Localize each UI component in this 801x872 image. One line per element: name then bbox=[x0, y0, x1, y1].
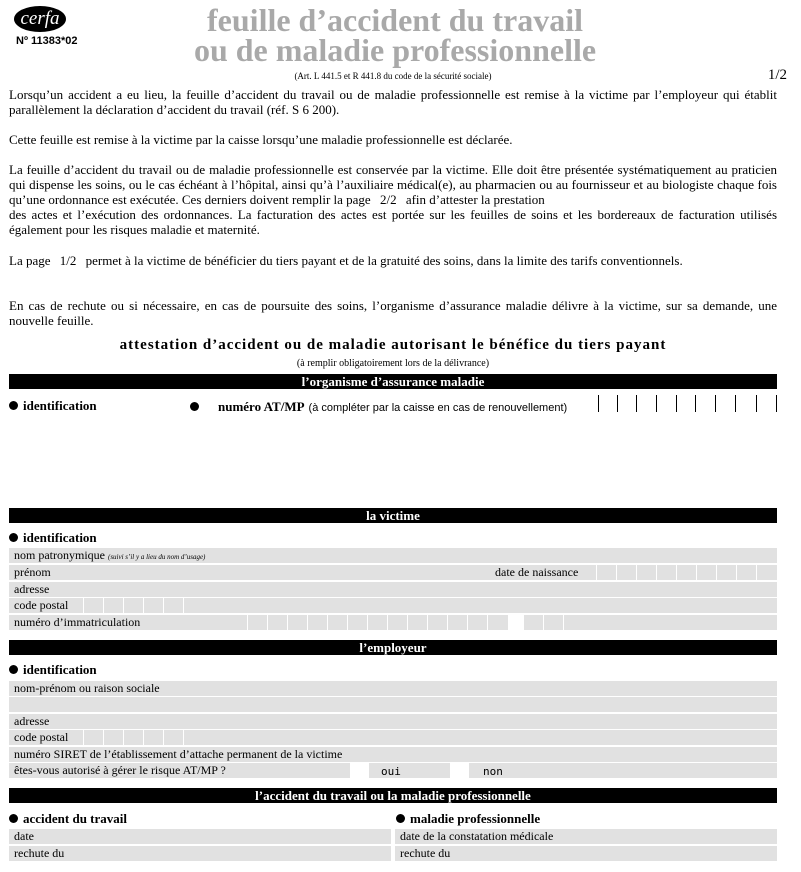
victime-code-postal-field[interactable] bbox=[9, 598, 777, 613]
oui-label: oui bbox=[381, 765, 401, 778]
maladie-pro-label: maladie professionnelle bbox=[410, 811, 541, 826]
bullet-icon bbox=[396, 814, 405, 823]
date-naissance-boxes[interactable] bbox=[596, 565, 776, 580]
immatriculation-separator bbox=[508, 615, 523, 630]
non-label: non bbox=[483, 765, 503, 778]
nom-patronymique-label: nom patronymique bbox=[14, 548, 105, 562]
constatation-date-field[interactable] bbox=[395, 829, 777, 844]
victime-section-bar: la victime bbox=[9, 508, 777, 523]
victime-identification-label: identification bbox=[23, 530, 97, 545]
attestation-title: attestation d’accident ou de maladie autorisant le bénéfice du tiers payant bbox=[119, 337, 667, 353]
victime-code-postal-label: code postal bbox=[14, 598, 69, 612]
oui-checkbox[interactable] bbox=[350, 763, 369, 778]
risque-atmp-field bbox=[9, 763, 777, 778]
accident-date-field[interactable] bbox=[9, 829, 391, 844]
date-naissance-label: date de naissance bbox=[495, 565, 579, 579]
victime-adresse-label: adresse bbox=[14, 582, 50, 596]
nom-usage-note: (suivi s’il y a lieu du nom d’usage) bbox=[107, 553, 206, 561]
siret-label: numéro SIRET de l’établissement d’attache permanent de la victime bbox=[14, 747, 343, 761]
page-number: 1/2 bbox=[767, 67, 787, 83]
constatation-date-label: date de la constatation médicale bbox=[400, 829, 554, 843]
employeur-code-postal-field[interactable] bbox=[9, 730, 777, 745]
raison-sociale-line-2[interactable] bbox=[9, 697, 777, 712]
nom-patronymique-field[interactable] bbox=[9, 548, 777, 563]
title-line-2: ou de maladie professionnelle bbox=[193, 32, 597, 68]
numero-atmp bbox=[190, 398, 567, 416]
p4-text-b: permet à la victime de bénéficier du tiers payant et de la gratuité des soins, dans la limite des tarifs conventionnels. bbox=[85, 253, 683, 268]
accident-date-label: date bbox=[14, 829, 34, 843]
intro-paragraph-5: En cas de rechute ou si nécessaire, en cas de poursuite des soins, l’organisme d’assurance maladie délivre à la victime, sur sa demande, une nouvelle feuille. bbox=[9, 298, 777, 328]
employeur-code-postal-boxes[interactable] bbox=[83, 730, 203, 745]
bullet-icon bbox=[190, 402, 199, 411]
risque-atmp-label: êtes-vous autorisé à gérer le risque AT/MP ? bbox=[14, 763, 226, 777]
bullet-icon bbox=[9, 533, 18, 542]
organisme-identification-label: identification bbox=[23, 398, 97, 413]
prenom-field[interactable] bbox=[9, 565, 777, 580]
victime-code-postal-boxes[interactable] bbox=[83, 598, 203, 613]
intro-paragraph-4 bbox=[9, 253, 777, 268]
victime-identification bbox=[9, 530, 97, 546]
cerfa-logo: cerfa bbox=[14, 6, 66, 32]
immatriculation-field[interactable] bbox=[9, 615, 777, 630]
employeur-adresse-field[interactable] bbox=[9, 714, 777, 729]
employeur-identification-label: identification bbox=[23, 662, 97, 677]
raison-sociale-label: nom-prénom ou raison sociale bbox=[14, 681, 160, 695]
p4-page-ref: 1/2 bbox=[59, 253, 77, 268]
legal-reference: (Art. L 441.5 et R 441.8 du code de la sécurité sociale) bbox=[294, 71, 492, 81]
title-line-1: feuille d’accident du travail bbox=[207, 2, 583, 38]
p4-text-a: La page bbox=[9, 253, 51, 268]
employeur-identification bbox=[9, 662, 97, 678]
form-number: Nº 11383*02 bbox=[16, 35, 78, 47]
intro-paragraph-3-cont: des actes et l’exécution des ordonnances. La facturation des actes est portée sur les feuilles de soins et les bordereaux de facturation utilisés également pour les risques maladie et maternité. bbox=[9, 207, 777, 237]
maladie-rechute-field[interactable] bbox=[395, 846, 777, 861]
intro-paragraph-1: Lorsqu’un accident a eu lieu, la feuille d’accident du travail ou de maladie professionnelle est remise à la victime par l’employeur qui établit parallèlement la déclaration d’accident du travail (réf. S 6 200). bbox=[9, 87, 777, 117]
p3-text-a: La feuille d’accident du travail ou de maladie professionnelle est conservée par la victime. Elle doit être présentée systématiquement au praticien qui dispense les soins, ou le cas échéant à l’hôpital, ainsi qu’à l’auxiliaire médical(e), au pharmacien ou au fournisseur et au biologiste chaque fois qu’une ordonnance est exécutée. Ces derniers doivent remplir la page bbox=[9, 162, 777, 207]
raison-sociale-field[interactable] bbox=[9, 681, 777, 696]
bullet-icon bbox=[9, 665, 18, 674]
prenom-label: prénom bbox=[14, 565, 51, 579]
attestation-subtitle: (à remplir obligatoirement lors de la délivrance) bbox=[296, 358, 490, 369]
employeur-code-postal-label: code postal bbox=[14, 730, 69, 744]
intro-paragraph-2: Cette feuille est remise à la victime par la caisse lorsqu’une maladie professionnelle est déclarée. bbox=[9, 132, 513, 147]
numero-atmp-note: (à compléter par la caisse en cas de renouvellement) bbox=[308, 402, 568, 414]
accident-travail-heading bbox=[9, 811, 127, 827]
maladie-rechute-label: rechute du bbox=[400, 846, 451, 860]
numero-atmp-label: numéro AT/MP bbox=[218, 399, 305, 414]
siret-field[interactable] bbox=[9, 747, 777, 762]
accident-section-bar: l’accident du travail ou la maladie professionnelle bbox=[9, 788, 777, 803]
accident-rechute-field[interactable] bbox=[9, 846, 391, 861]
accident-travail-label: accident du travail bbox=[23, 811, 127, 826]
employeur-section-bar: l’employeur bbox=[9, 640, 777, 655]
organisme-identification bbox=[9, 398, 97, 414]
immatriculation-label: numéro d’immatriculation bbox=[14, 615, 141, 629]
maladie-pro-heading bbox=[396, 811, 540, 827]
employeur-adresse-label: adresse bbox=[14, 714, 50, 728]
bullet-icon bbox=[9, 401, 18, 410]
non-checkbox[interactable] bbox=[450, 763, 469, 778]
accident-rechute-label: rechute du bbox=[14, 846, 65, 860]
p3-page-ref: 2/2 bbox=[379, 192, 397, 207]
organisme-section-bar: l’organisme d’assurance maladie bbox=[9, 374, 777, 389]
p3-text-b: afin d’attester la prestation bbox=[405, 192, 545, 207]
bullet-icon bbox=[9, 814, 18, 823]
victime-adresse-field[interactable] bbox=[9, 582, 777, 597]
form-title bbox=[140, 2, 650, 68]
immatriculation-boxes[interactable] bbox=[247, 615, 507, 630]
immatriculation-key-boxes[interactable] bbox=[523, 615, 583, 630]
intro-paragraph-3 bbox=[9, 162, 777, 207]
